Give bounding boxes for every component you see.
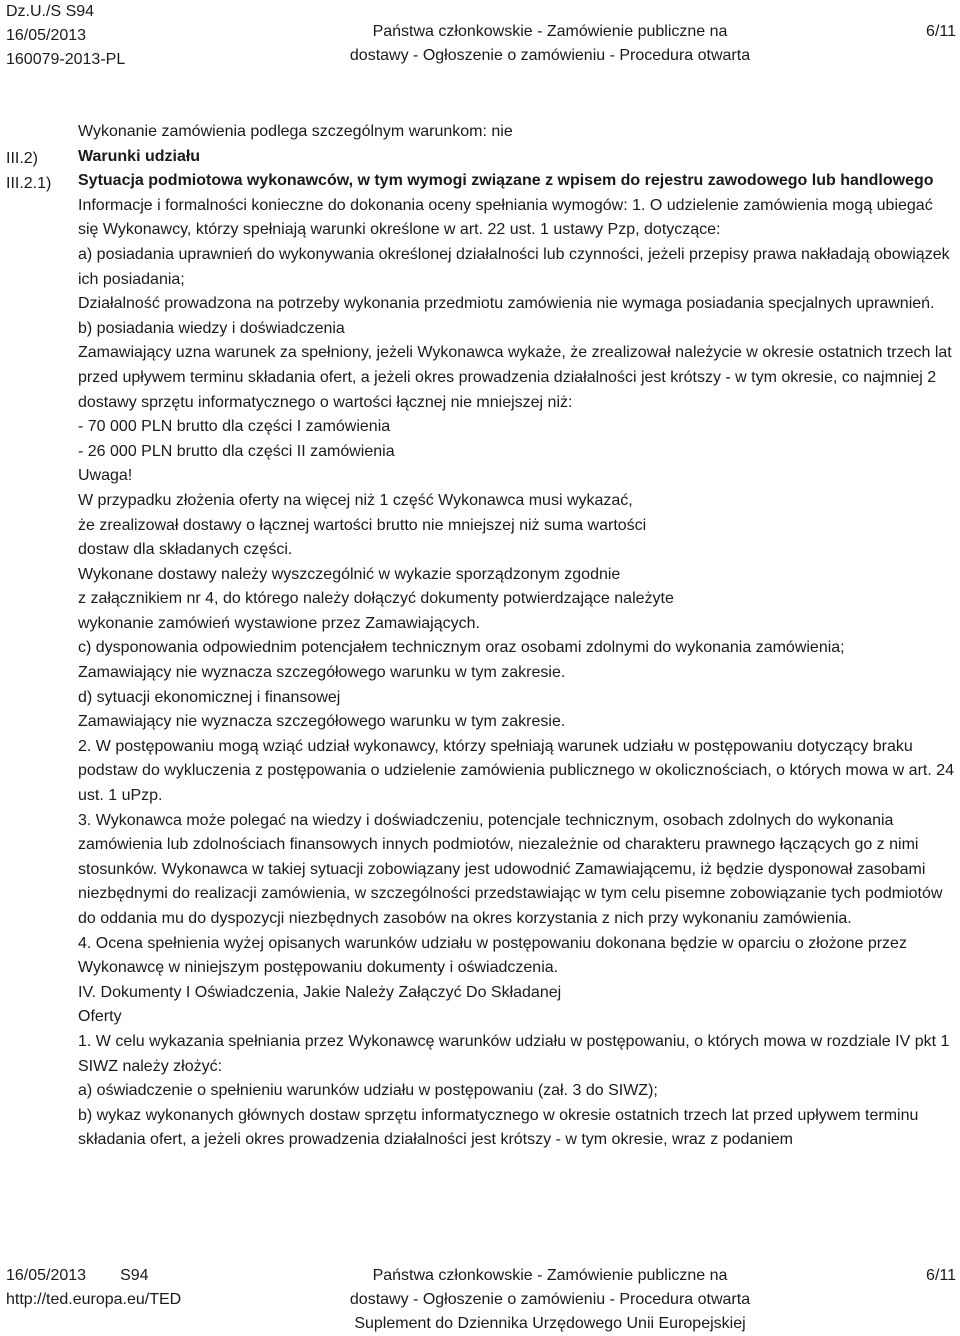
situation-heading: Sytuacja podmiotowa wykonawców, w tym wymogi związane z wpisem do rejestru zawodowego lub handlowego — [78, 172, 934, 190]
header-title — [310, 20, 790, 68]
header-date: 16/05/2013 — [6, 27, 87, 44]
footer-page-number: 6/11 — [926, 1267, 956, 1284]
point-2: 2. W postępowaniu mogą wziąć udział wykonawcy, którzy spełniają warunek udziału w postępowaniu dotyczący braku podstaw do wykluczenia z postępowania o udzielenie zamówienia publicznego w okolicznościach, o których mowa w art. 24 ust. 1 uPzp. — [78, 737, 955, 805]
special-conditions: Wykonanie zamówienia podlega szczególnym warunkom: nie — [78, 123, 513, 140]
header-title-line1: Państwa członkowskie - Zamówienie publiczne na — [372, 23, 728, 40]
header-title-line2: dostawy - Ogłoszenie o zamówieniu - Procedura otwarta — [349, 47, 751, 64]
note-label: Uwaga! — [78, 467, 133, 485]
deliveries-line-3: wykonanie zamówień wystawione przez Zamawiających. — [78, 614, 480, 632]
condition-c-detail: Zamawiający nie wyznacza szczegółowego warunku w tym zakresie. — [78, 664, 566, 682]
value-part-1: - 70 000 PLN brutto dla części I zamówienia — [78, 418, 391, 436]
section-iv-heading: IV. Dokumenty I Oświadczenia, Jakie Należy Załączyć Do Składanej — [78, 983, 562, 1001]
deliveries-line-2: z załącznikiem nr 4, do którego należy dołączyć dokumenty potwierdzające należyte — [78, 590, 674, 608]
deliveries-line-1: Wykonane dostawy należy wyszczególnić w wykazie sporządzonym zgodnie — [78, 565, 621, 583]
condition-c: c) dysponowania odpowiednim potencjałem technicznym oraz osobami zdolnymi do wykonania zamówienia; — [78, 639, 845, 657]
section-iv-heading-cont: Oferty — [78, 1008, 122, 1026]
point-3: 3. Wykonawca może polegać na wiedzy i doświadczeniu, potencjale technicznym, osobach zdolnych do wykonania zamówienia lub zdolnościach finansowych innych podmiotów, niezależnie od charakteru prawnego łączących go z nimi stosunków. Wykonawca w takiej sytuacji zobowiązany jest udowodnić Zamawiającemu, iż będzie dysponował zasobami niezbędnymi do realizacji zamówienia, w szczególności przedstawiając w tym celu pisemne zobowiązanie tych podmiotów do oddania mu do dyspozycji niezbędnych zasobów na okres korzystania z nich przy wykonaniu zamówienia. — [78, 811, 943, 927]
note-line-2: że zrealizował dostawy o łącznej wartości brutto nie mniejszej niż suma wartości — [78, 516, 647, 534]
value-part-2: - 26 000 PLN brutto dla części II zamówienia — [78, 442, 395, 460]
footer-url[interactable]: http://ted.europa.eu/TED — [6, 1291, 182, 1308]
footer-title-line2: dostawy - Ogłoszenie o zamówieniu - Procedura otwarta — [349, 1291, 751, 1308]
footer-date: 16/05/2013 — [6, 1267, 87, 1284]
header-page-number: 6/11 — [926, 23, 956, 40]
section-iv-point-b: b) wykaz wykonanych głównych dostaw sprzętu informatycznego w okresie ostatnich trzech lat przed upływem terminu składania ofert, a jeżeli okres prowadzenia działalności jest krótszy - w tym okresie, wraz z podaniem — [78, 1106, 919, 1149]
footer-title — [310, 1264, 790, 1336]
condition-a: a) posiadania uprawnień do wykonywania określonej działalności lub czynności, jeżeli przepisy prawa nakładają obowiązek ich posiadania; — [78, 245, 950, 288]
header-meta — [6, 0, 125, 72]
condition-d: d) sytuacji ekonomicznej i finansowej — [78, 688, 341, 706]
footer-title-line1: Państwa członkowskie - Zamówienie publiczne na — [372, 1267, 728, 1284]
note-line-3: dostaw dla składanych części. — [78, 541, 293, 559]
info-paragraph: Informacje i formalności konieczne do dokonania oceny spełniania wymogów: 1. O udzielenie zamówienia mogą ubiegać się Wykonawcy, którzy spełniają warunki określone w art. 22 ust. 1 ustawy Pzp, dotyczące: — [78, 196, 933, 239]
section-number-III-2-1: III.2.1) — [6, 175, 52, 192]
section-number-III-2: III.2) — [6, 150, 39, 167]
section-iv-point-1: 1. W celu wykazania spełniania przez Wykonawcę warunków udziału w postępowaniu, o których mowa w rozdziale IV pkt 1 SIWZ należy złożyć: — [78, 1032, 950, 1075]
journal-ref: Dz.U./S S94 — [6, 3, 95, 20]
section-iv-point-a: a) oświadczenie o spełnieniu warunków udziału w postępowaniu (zał. 3 do SIWZ); — [78, 1082, 658, 1100]
point-4: 4. Ocena spełnienia wyżej opisanych warunków udziału w postępowaniu dokonana będzie w oparciu o złożone przez Wykonawcę w niniejszym postępowaniu dokumenty i oświadczenia. — [78, 934, 907, 977]
conditions-heading: Warunki udziału — [78, 147, 201, 165]
main-content — [78, 120, 956, 1153]
footer-title-line3: Suplement do Dziennika Urzędowego Unii Europejskiej — [354, 1315, 746, 1332]
condition-b: b) posiadania wiedzy i doświadczenia — [78, 319, 345, 337]
condition-b-detail: Zamawiający uzna warunek za spełniony, jeżeli Wykonawca wykaże, że zrealizował należycie w okresie ostatnich trzech lat przed upływem terminu składania ofert, a jeżeli okres prowadzenia działalności jest krótszy - w tym okresie, co najmniej 2 dostawy sprzętu informatycznego o wartości łącznej nie mniejszej niż: — [78, 344, 952, 411]
note-line-1: W przypadku złożenia oferty na więcej niż 1 część Wykonawca musi wykazać, — [78, 491, 633, 509]
footer-meta — [6, 1264, 181, 1312]
footer-issue: S94 — [120, 1267, 149, 1284]
doc-id: 160079-2013-PL — [6, 51, 126, 68]
condition-a-detail: Działalność prowadzona na potrzeby wykonania przedmiotu zamówienia nie wymaga posiadania specjalnych uprawnień. — [78, 295, 935, 313]
condition-d-detail: Zamawiający nie wyznacza szczegółowego warunku w tym zakresie. — [78, 713, 566, 731]
